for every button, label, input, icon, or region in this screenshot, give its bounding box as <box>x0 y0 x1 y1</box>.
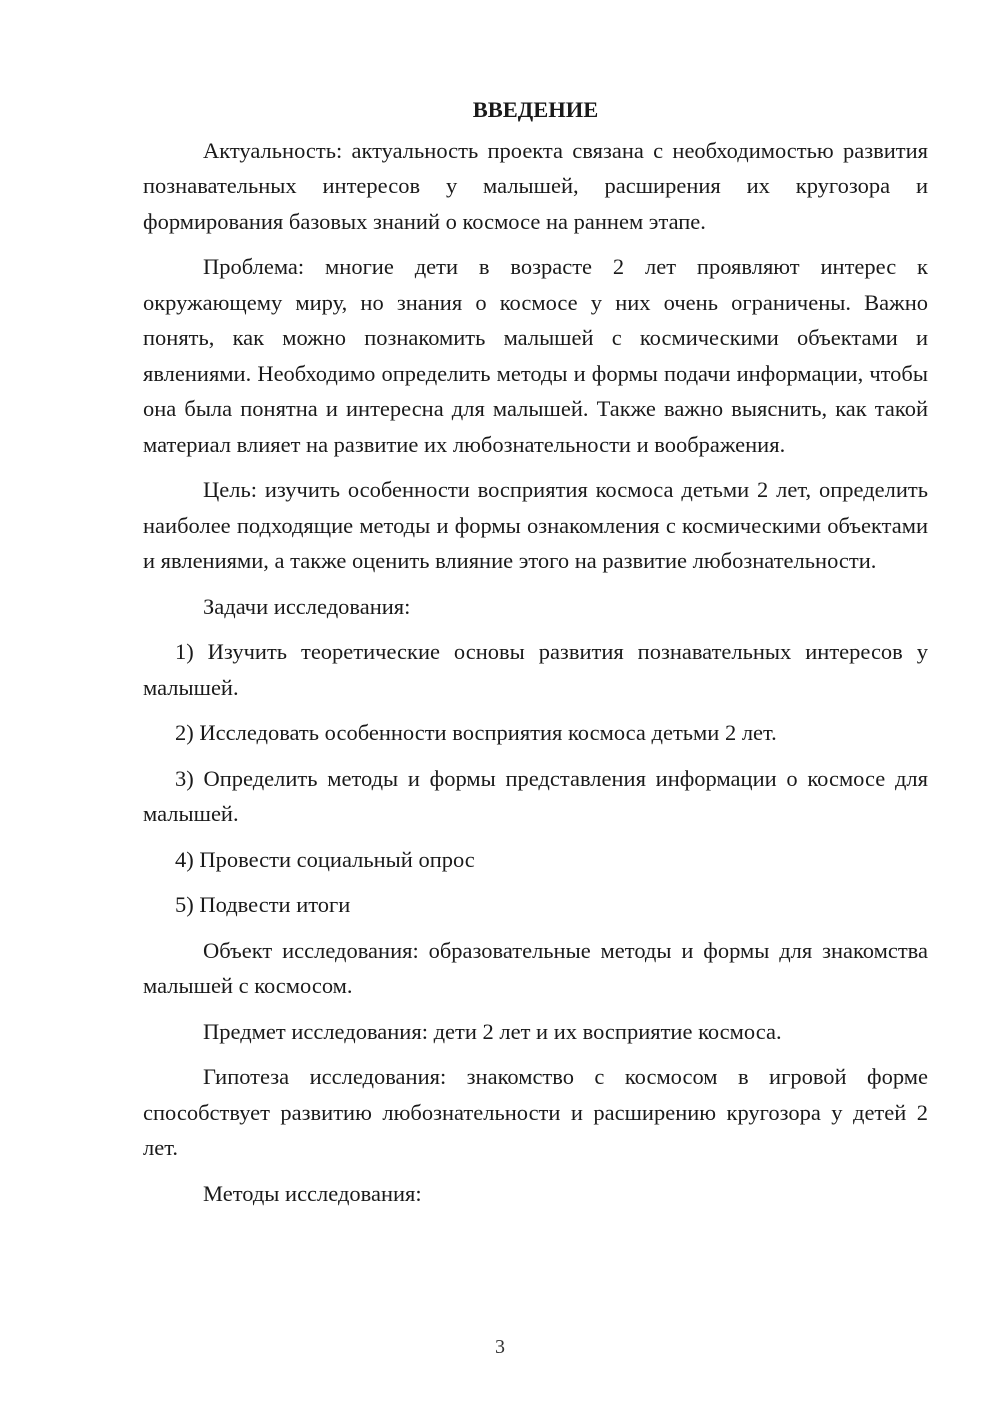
page-heading: ВВЕДЕНИЕ <box>472 97 599 122</box>
task-item: 3) Определить методы и формы представления информации о космосе для малышей. <box>143 765 928 826</box>
goal-paragraph: Цель: изучить особенности восприятия космоса детьми 2 лет, определить наиболее подходящие методы и формы ознакомления с космическими объектами и явлениями, а также оценить влияние этого на развитие любознательности. <box>143 477 928 573</box>
task-item: 5) Подвести итоги <box>175 892 351 917</box>
relevance-paragraph: Актуальность: актуальность проекта связана с необходимостью развития познавательных интересов у малышей, расширения их кругозора и формирования базовых знаний о космосе на раннем этапе. <box>143 137 928 234</box>
methods-heading: Методы исследования: <box>203 1180 422 1206</box>
subject-paragraph: Предмет исследования: дети 2 лет и их восприятие космоса. <box>203 1018 782 1044</box>
page-content <box>143 92 928 1211</box>
task-item: 4) Провести социальный опрос <box>175 846 475 872</box>
task-item: 1) Изучить теоретические основы развития познавательных интересов у малышей. <box>143 639 928 700</box>
object-paragraph: Объект исследования: образовательные методы и формы для знакомства малышей с космосом. <box>143 937 928 998</box>
tasks-heading: Задачи исследования: <box>203 593 411 619</box>
task-item: 2) Исследовать особенности восприятия космоса детьми 2 лет. <box>175 720 777 745</box>
page-number: 3 <box>495 1336 505 1358</box>
problem-paragraph: Проблема: многие дети в возрасте 2 лет проявляют интерес к окружающему миру, но знания о космосе у них очень ограничены. Важно понять, как можно познакомить малышей с космическими объектами и явлениями. Необходимо определить методы и формы подачи информации, чтобы она была понятна и интересна для малышей. Также важно выяснить, как такой материал влияет на развитие их любознательности и воображения. <box>143 254 928 457</box>
hypothesis-paragraph: Гипотеза исследования: знакомство с космосом в игровой форме способствует развитию любознательности и расширению кругозора у детей 2 лет. <box>143 1064 928 1160</box>
